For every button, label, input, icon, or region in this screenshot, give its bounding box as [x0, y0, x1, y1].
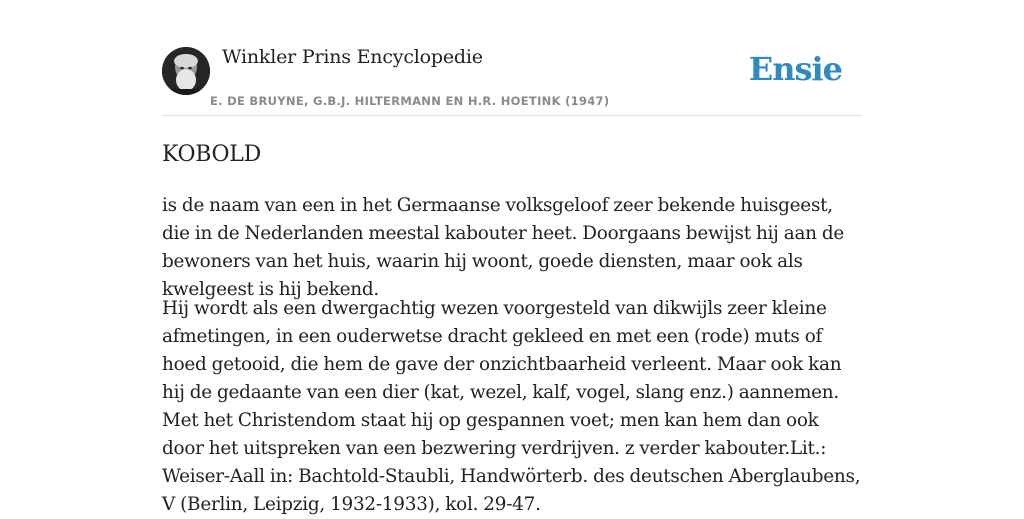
header-divider — [162, 115, 862, 116]
encyclopedia-title[interactable]: Winkler Prins Encyclopedie — [222, 46, 483, 68]
author-portrait-avatar[interactable] — [162, 47, 210, 95]
portrait-icon — [162, 47, 210, 95]
authors-line: E. DE BRUYNE, G.B.J. HILTERMANN EN H.R. HOETINK (1947) — [210, 94, 610, 108]
entry-paragraph-1: is de naam van een in het Germaanse volksgeloof zeer bekende huisgeest, die in de Nederlanden meestal kabouter heet. Doorgaans bewijst hij aan de bewoners van het huis, waarin hij woont, goede diensten, maar ook als kwelgeest is hij bekend. — [162, 195, 845, 300]
ensie-logo[interactable]: Ensie — [748, 50, 842, 88]
entry-paragraph-2: Hij wordt als een dwergachtig wezen voorgesteld van dikwijls zeer kleine afmetingen, in een ouderwetse dracht gekleed en met een (rode) muts of hoed getooid, die hem de gave der onzichtbaarheid verleent. Maar ook kan hij de gedaante van een dier (kat, wezel, kalf, vogel, slang enz.) aannemen. Met het Christendom staat hij op gespannen voet; men kan hem dan ook door het uitspreken van een bezwering verdrijven. z verder kabouter.Lit.: Weiser-Aall in: Bachtold-Staubli, Handwörterb. des deutschen Aberglaubens, V (Berlin, Leipzig, 1932-1933), kol. 29-47. — [162, 298, 861, 515]
entry-title: KOBOLD — [162, 142, 261, 167]
